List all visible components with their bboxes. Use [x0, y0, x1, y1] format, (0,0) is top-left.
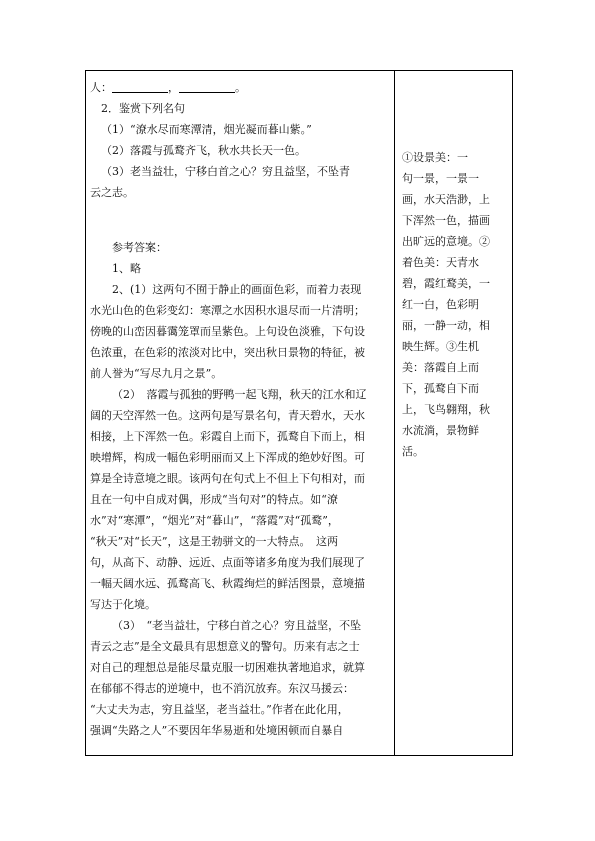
answer-line: 在郁郁不得志的逆境中，也不消沉放弃。东汉马援云：: [90, 682, 354, 695]
note-line: 美：落霞自上而: [402, 361, 479, 374]
answer-line: 色浓重，在色彩的浓淡对比中，突出秋日景物的特征，被: [90, 346, 365, 359]
fill-in-line: [90, 77, 390, 98]
note-line: 画，水天浩渺，上: [402, 193, 490, 206]
note-line: 映生辉。③生机: [402, 340, 479, 353]
answer-line: 映增辉，构成一幅色彩明丽而又上下浑成的绝妙好图。可: [90, 451, 365, 464]
answer-line: 青云之志”是全文最具有思想意义的警句。历来有志之士: [90, 640, 360, 653]
left-cell: [90, 77, 390, 741]
note-line: 下，孤鹜自下而: [402, 382, 479, 395]
answer-line: 傍晚的山峦因暮霭笼罩而呈紫色。上句设色淡雅，下句设: [90, 325, 365, 338]
note-line: 下浑然一色，描画: [402, 214, 490, 227]
note-line: 上，飞鸟翱翔，秋: [402, 403, 490, 416]
right-cell: [402, 147, 506, 462]
answer-line: 2、(1）这两句不囿于静止的画面色彩，而着力表现: [112, 283, 362, 296]
note-line: 活。: [402, 445, 424, 458]
answer-line: （3） “老当益壮，宁移白首之心？穷且益坚，不坠: [112, 619, 362, 632]
task-title: 2．鉴赏下列名句: [101, 102, 185, 115]
quote-2: （2）落霞与孤鹜齐飞，秋水共长天一色。: [101, 144, 306, 157]
fill-end: 。: [235, 81, 246, 94]
note-line: 丽，一静一动，相: [402, 319, 490, 332]
answer-line: 强调“失路之人”不要因年华易逝和处境困顿而自暴自: [90, 724, 344, 737]
answer-line: 相接，上下浑然一色。彩霞自上而下，孤鹜自下而上，相: [90, 430, 365, 443]
note-line: 句一景，一景一: [402, 172, 479, 185]
answer-line: 水光山色的色彩变幻：寒潭之水因积水退尽而一片清明；: [90, 304, 365, 317]
note-line: 碧，霞红鹜美，一: [402, 277, 490, 290]
answer-line: 且在一句中自成对偶，形成“当句对”的特点。如“潦: [90, 493, 338, 506]
note-line: 红一白，色彩明: [402, 298, 479, 311]
quote-3: （3）老当益壮，宁移白首之心？穷且益坚，不坠青: [101, 165, 350, 178]
answer-line: “大丈夫为志，穷且益坚，老当益壮。”作者在此化用，: [90, 703, 349, 716]
answer-blank-1: [112, 80, 168, 93]
column-divider: [394, 71, 395, 755]
answer-line: 句，从高下、动静、远近、点面等诸多角度为我们展现了: [90, 556, 365, 569]
quote-3-cont: 云之志。: [90, 186, 134, 199]
answer-line: （2） 落霞与孤独的野鸭一起飞翔，秋天的江水和辽: [112, 388, 367, 401]
answer-line: 一幅天阔水远、孤鹜高飞、秋霞绚烂的鲜活图景，意境描: [90, 577, 365, 590]
fill-prefix: 人：: [90, 81, 112, 94]
answer-line: 写达于化境。: [90, 598, 156, 611]
note-line: 着色美：天青水: [402, 256, 479, 269]
answer-line: 算是全诗意境之眼。该两句在句式上不但上下句相对，而: [90, 472, 365, 485]
table-frame: [85, 70, 513, 756]
note-line: 水流淌，景物鲜: [402, 424, 479, 437]
answer-line: 对自己的理想总是能尽量克服一切困难执著地追求，就算: [90, 661, 365, 674]
answer-line: “秋天”对“长天”，这是王勃骈文的一大特点。 这两: [90, 535, 338, 548]
answer-heading: 参考答案：: [112, 241, 167, 254]
answer-line: 水”对“寒潭”，“烟光”对“暮山”，“落霞”对“孤鹜”，: [90, 514, 339, 527]
answer-blank-2: [179, 80, 235, 93]
answer-line: 前人誉为“写尽九月之景”。: [90, 367, 223, 380]
note-line: 出旷远的意境。②: [402, 235, 490, 248]
answer-line: 阔的天空浑然一色。这两句是写景名句，青天碧水，天水: [90, 409, 365, 422]
note-line: ①设景美：一: [402, 151, 468, 164]
fill-sep: ，: [168, 81, 179, 94]
answer-line: 1、略: [112, 262, 141, 275]
quote-1: （1）“潦水尽而寒潭清，烟光凝而暮山紫。”: [101, 123, 312, 136]
